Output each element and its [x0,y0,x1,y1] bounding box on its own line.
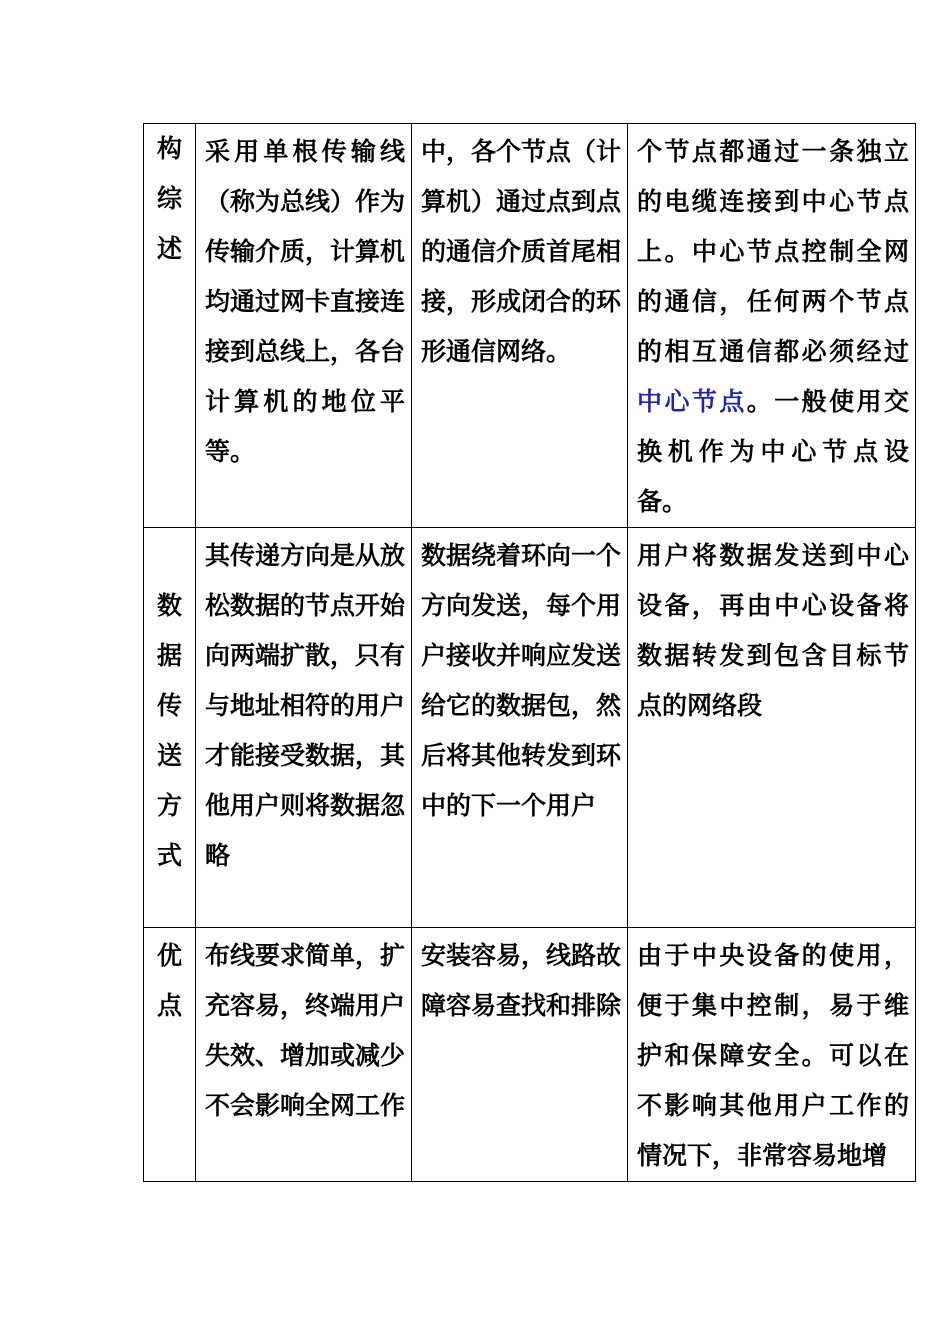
star-structure-text: 个节点都通过一条独立的电缆连接到中心节点上。中心节点控制全网的通信，任何两个节点的相互通信都必须经过中心节点。一般使用交换机作为中心节点设备。 [637,137,909,516]
table-row-transmission [144,528,916,928]
bus-cell [196,124,412,528]
star-cell [628,528,916,928]
row-label-transmission: 数 据 传 送 方 式 [156,591,182,870]
topology-comparison-table [143,123,916,1182]
table-row-structure [144,124,916,528]
row-label-cell [144,528,196,928]
central-node-link[interactable]: 中心节点 [637,387,747,416]
bus-structure-text: 采用单根传输线（称为总线）作为传输介质，计算机均通过网卡直接连接到总线上，各台计算机的地位平等。 [205,137,406,466]
bus-cell [196,928,412,1182]
star-advantages-text: 由于中央设备的使用，便于集中控制，易于维护和保障安全。可以在不影响其他用户工作的情况下，非常容易地增 [637,941,909,1170]
star-cell [628,124,916,528]
row-label-cell [144,124,196,528]
ring-cell [412,528,628,928]
ring-cell [412,928,628,1182]
star-transmission-text: 用户将数据发送到中心设备，再由中心设备将数据转发到包含目标节点的网络段 [637,541,909,720]
bus-advantages-text: 布线要求简单，扩充容易，终端用户失效、增加或减少不会影响全网工作 [205,941,406,1120]
row-label-cell [144,928,196,1182]
table-row-advantages [144,928,916,1182]
row-label-advantages: 优 点 [156,941,182,1020]
bus-cell [196,528,412,928]
ring-structure-text: 中，各个节点（计算机）通过点到点的通信介质首尾相接，形成闭合的环形通信网络。 [421,137,622,366]
star-cell [628,928,916,1182]
row-label-structure: 构 综 述 [156,134,182,263]
ring-advantages-text: 安装容易，线路故障容易查找和排除 [421,941,622,1020]
ring-cell [412,124,628,528]
ring-transmission-text: 数据绕着环向一个方向发送，每个用户接收并响应发送给它的数据包，然后将其他转发到环中的下一个用户 [421,541,622,820]
bus-transmission-text: 其传递方向是从放松数据的节点开始向两端扩散，只有与地址相符的用户才能接受数据，其他用户则将数据忽略 [205,541,406,870]
